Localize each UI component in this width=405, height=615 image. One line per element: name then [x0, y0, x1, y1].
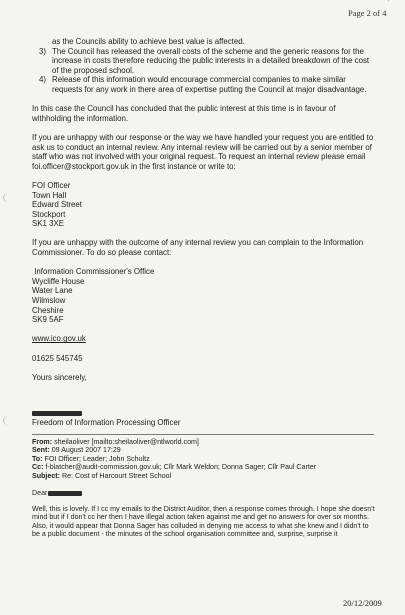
email-subject: Re: Cost of Harcourt Street School — [61, 471, 172, 480]
ico-website-link[interactable]: www.ico.gov.uk — [32, 334, 86, 344]
internal-review-paragraph: If you are unhappy with our response or the way we have handled your request you are entitled to ask us to conduct an internal review. Any internal review will be carried out by a senior member of staff who was not involved with your original request. To request an internal review please email foi.officer@stockport.gov.uk in the first instance or write to: — [32, 132, 374, 171]
redacted-signature — [32, 408, 377, 418]
email-greeting: Dear — [32, 489, 377, 498]
list-continuation: as the Councils ability to achieve best value is affected. — [52, 37, 245, 46]
page-number: Page 2 of 4 — [348, 8, 387, 18]
signature-title: Freedom of Information Processing Officer — [32, 417, 181, 427]
date-stamp: 20/12/2009 — [343, 598, 382, 608]
email-divider — [32, 434, 374, 435]
foi-address: FOI Officer Town Hall Edward Street Stockport SK1 3XE — [32, 180, 82, 229]
email-to: FOI Officer; Leader; John Schultz — [44, 454, 150, 463]
ico-address: Information Commissioner's Office Wycliffe House Water Lane Wilmslow Cheshire SK9 5AF — [32, 267, 155, 325]
list-item: 4) Release of this information would encourage commercial companies to make similar requests for any work in there area of expertise putting the Council at major disadvantage. — [39, 75, 367, 94]
email-header: From: sheilaoliver [mailto:sheilaoliver@ntlworld.com] Sent: 09 August 2007 17:29 To: FOI Officer; Leader; John Schultz Cc: f-blatcher@audit-commission.gov.uk; Cllr Mark Weldon; Donna Sager; Cllr Paul Carter Subject: Re: Cost of Harcourt Street School — [32, 437, 317, 480]
email-body: Well, this is lovely. If I cc my emails to the District Auditor, then a response comes through. I hope she doesn't mind but if I don't cc her then I have illegal action taken against me and get no answers for over six months. Also, it would appear that Donna Sager has colluded in denying me access to what she knew and I didn't to be a public document - the minutes of the school organisation committee and, surprise, surprise it — [32, 504, 375, 539]
corner-mark: ' — [388, 0, 390, 6]
punch-hole-mark — [3, 416, 13, 425]
list-item: 3) The Council has released the overall costs of the scheme and the generic reasons for the increase in costs therefore reducing the public interests in a detailed breakdown of the cost of the proposed school. — [39, 46, 370, 75]
email-sent: 09 August 2007 17:29 — [51, 446, 121, 455]
letter-body — [32, 37, 377, 539]
commissioner-paragraph: If you are unhappy with the outcome of any internal review you can complain to the Information Commissioner. To do so please contact: — [32, 238, 364, 258]
reasons-list — [32, 47, 377, 95]
conclusion-paragraph: In this case the Council has concluded that the public interest at this time is in favour of withholding the information. — [32, 104, 336, 123]
email-from: sheilaoliver [mailto:sheilaoliver@ntlworld.com] — [54, 437, 199, 446]
email-cc: f-blatcher@audit-commission.gov.uk; Cllr Mark Weldon; Donna Sager; Cllr Paul Carter — [45, 463, 317, 472]
redacted-name — [48, 491, 82, 496]
signoff: Yours sincerely, — [32, 372, 87, 382]
punch-hole-mark — [3, 193, 13, 202]
ico-phone: 01625 545745 — [32, 353, 83, 363]
